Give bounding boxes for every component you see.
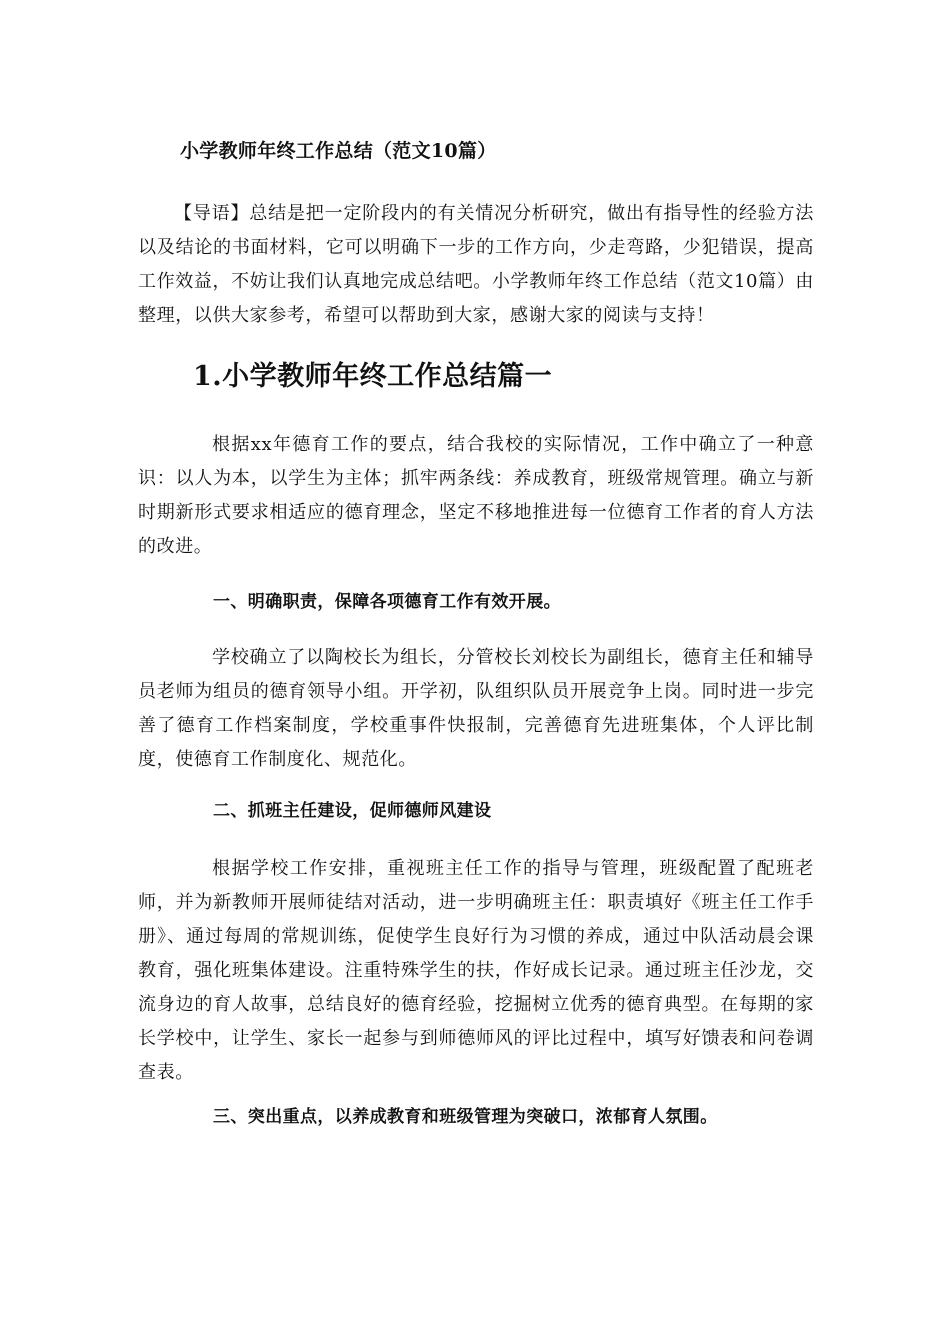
intro-paragraph: 【导语】总结是把一定阶段内的有关情况分析研究，做出有指导性的经验方法以及结论的书面材料，它可以明确下一步的工作方向，少走弯路，少犯错误，提高工作效益，不妨让我们认真地完成总结吧。小学教师年终工作总结（范文10篇）由整理，以供大家参考，希望可以帮助到大家，感谢大家的阅读与支持！ xyxy=(138,203,814,326)
body-paragraph-1: 根据xx年德育工作的要点，结合我校的实际情况，工作中确立了一种意识：以人为本，以学生为主体；抓牢两条线：养成教育，班级常规管理。确立与新时期新形式要求相适应的德育理念，坚定不移地推进每一位德育工作者的育人方法的改进。 xyxy=(138,434,814,557)
body-paragraph-2: 学校确立了以陶校长为组长，分管校长刘校长为副组长，德育主任和辅导员老师为组员的德育领导小组。开学初，队组织队员开展竞争上岗。同时进一步完善了德育工作档案制度，学校重事件快报制，完善德育先进班集体，个人评比制度，使德育工作制度化、规范化。 xyxy=(138,647,814,770)
document-title: 小学教师年终工作总结（范文10篇） xyxy=(180,140,497,162)
body-paragraph-3: 根据学校工作安排，重视班主任工作的指导与管理，班级配置了配班老师，并为新教师开展师徒结对活动，进一步明确班主任：职责填好《班主任工作手册》、通过每周的常规训练，促使学生良好行为习惯的养成，通过中队活动晨会课教育，强化班集体建设。注重特殊学生的扶，作好成长记录。通过班主任沙龙，交流身边的育人故事，总结良好的德育经验，挖掘树立优秀的德育典型。在每期的家长学校中，让学生、家长一起参与到师德师风的评比过程中，填写好馈表和问卷调查表。 xyxy=(138,858,814,1083)
subheading-1: 一、明确职责，保障各项德育工作有效开展。 xyxy=(213,592,561,612)
section-heading: 1.小学教师年终工作总结篇一 xyxy=(193,361,553,392)
subheading-3: 三、突出重点，以养成教育和班级管理为突破口，浓郁育人氛围。 xyxy=(213,1107,718,1127)
subheading-2: 二、抓班主任建设，促师德师风建设 xyxy=(213,801,492,821)
